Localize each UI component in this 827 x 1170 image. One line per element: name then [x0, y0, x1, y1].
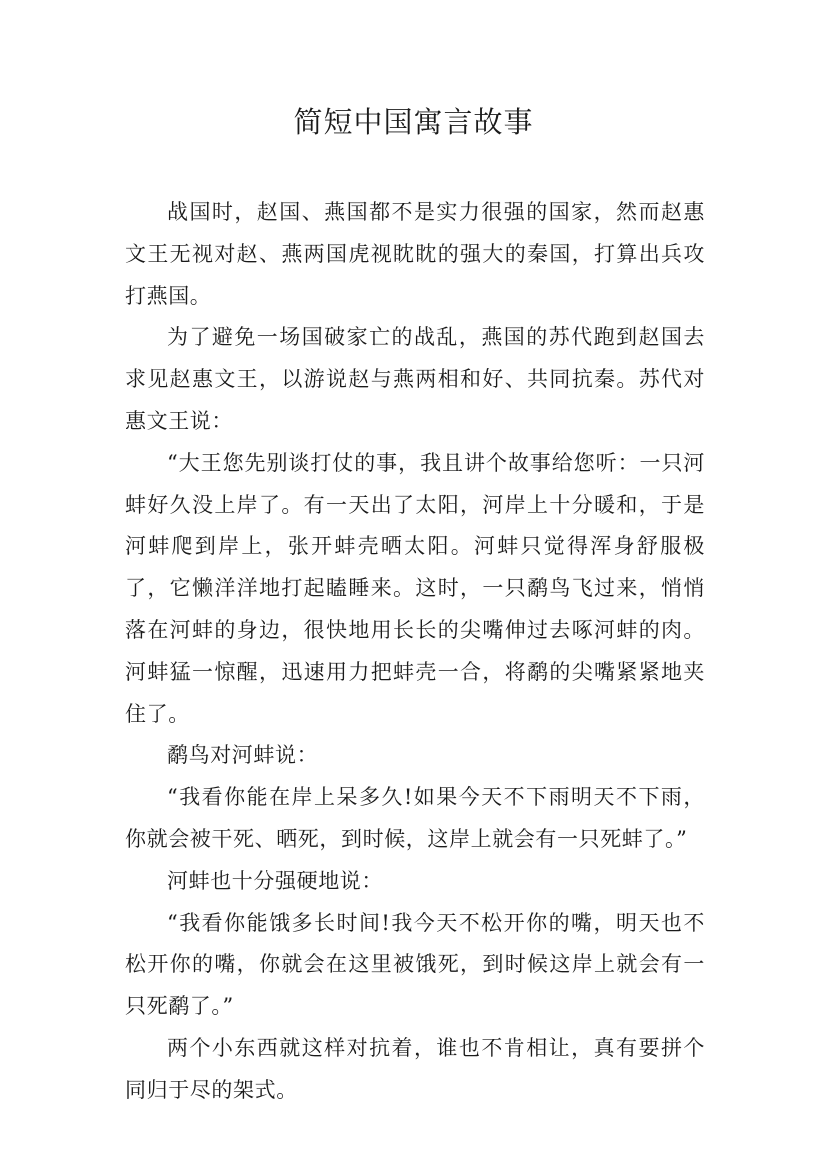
document-body	[125, 192, 705, 1112]
document-title: 简短中国寓言故事	[293, 105, 534, 139]
paragraph: “我看你能饿多长时间!我今天不松开你的嘴，明天也不松开你的嘴，你就会在这里被饿死，到时候这岸上就会有一只死鹬了。”	[125, 910, 705, 1019]
paragraph: 两个小东西就这样对抗着，谁也不肯相让，真有要拼个同归于尽的架式。	[125, 1035, 705, 1102]
paragraph: 战国时，赵国、燕国都不是实力很强的国家，然而赵惠文王无视对赵、燕两国虎视眈眈的强大的秦国，打算出兵攻打燕国。	[125, 200, 705, 308]
paragraph: “我看你能在岸上呆多久!如果今天不下雨明天不下雨，你就会被干死、晒死，到时候，这岸上就会有一只死蚌了。”	[125, 785, 705, 851]
paragraph: 为了避免一场国破家亡的战乱，燕国的苏代跑到赵国去求见赵惠文王，以游说赵与燕两相和好、共同抗秦。苏代对惠文王说：	[125, 325, 705, 433]
paragraph: 河蚌也十分强硬地说：	[167, 868, 383, 893]
paragraph: “大王您先别谈打仗的事，我且讲个故事给您听：一只河蚌好久没上岸了。有一天出了太阳，河岸上十分暖和，于是河蚌爬到岸上，张开蚌壳晒太阳。河蚌只觉得浑身舒服极了，它懒洋洋地打起瞌睡来。这时，一只鹬鸟飞过来，悄悄落在河蚌的身边，很快地用长长的尖嘴伸过去啄河蚌的肉。河蚌猛一惊醒，迅速用力把蚌壳一合，将鹬的尖嘴紧紧地夹住了。	[125, 450, 705, 726]
paragraph: 鹬鸟对河蚌说：	[167, 743, 319, 768]
